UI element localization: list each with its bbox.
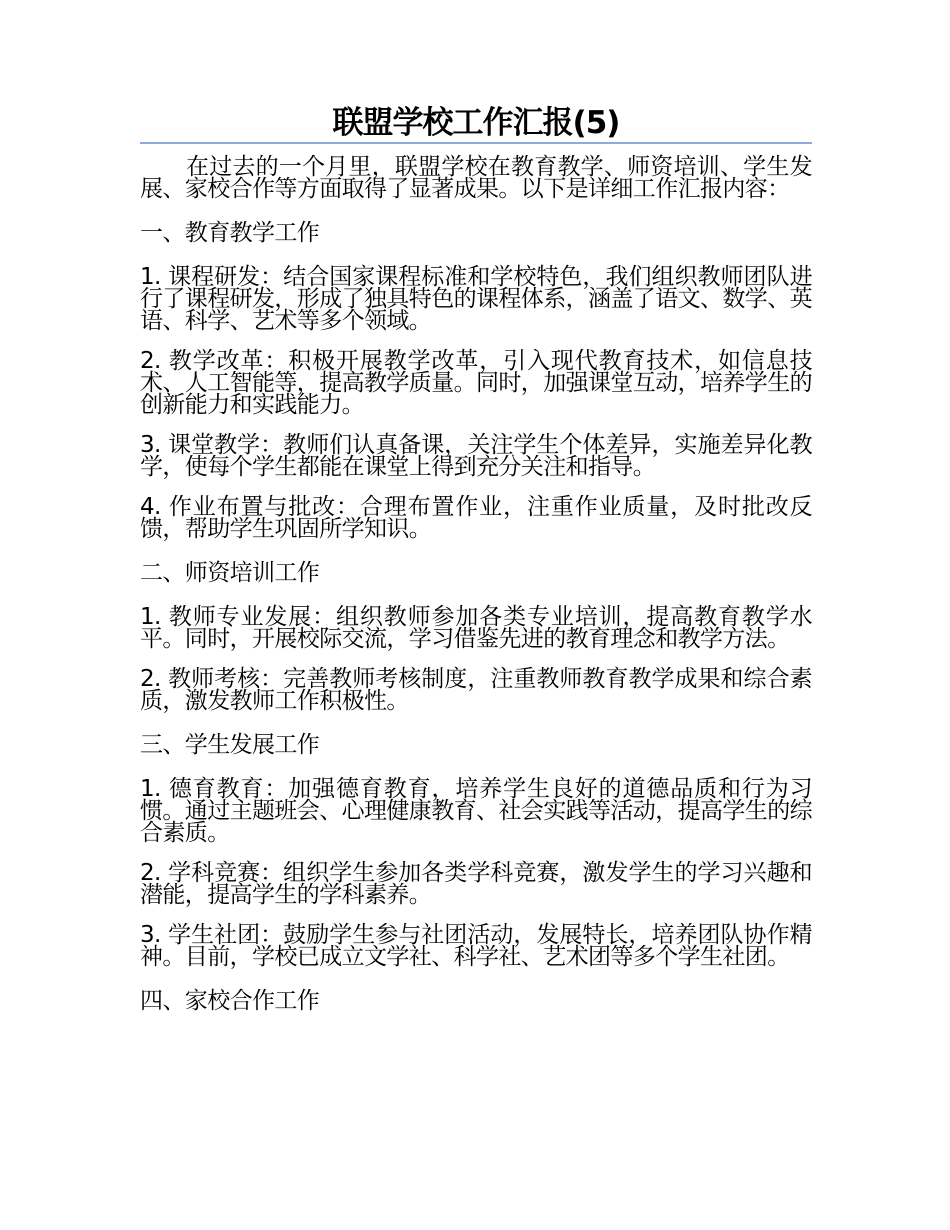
document-body (140, 156, 812, 1034)
document-title: 联盟学校工作汇报(5) (332, 105, 620, 141)
intro-paragraph: 在过去的一个月里，联盟学校在教育教学、师资培训、学生发展、家校合作等方面取得了显著成果。以下是详细工作汇报内容： (140, 154, 812, 202)
section-heading-training: 二、师资培训工作 (140, 560, 320, 586)
title-block (140, 104, 812, 144)
section-heading-teaching: 一、教育教学工作 (140, 220, 320, 246)
teaching-item-curriculum: 1. 课程研发：结合国家课程标准和学校特色，我们组织教师团队进行了课程研发，形成了独具特色的课程体系，涵盖了语文、数学、英语、科学、艺术等多个领域。 (140, 264, 813, 334)
students-item-clubs: 3. 学生社团：鼓励学生参与社团活动，发展特长，培养团队协作精神。目前，学校已成立文学社、科学社、艺术团等多个学生社团。 (140, 922, 812, 970)
section-heading-students: 三、学生发展工作 (140, 732, 320, 758)
training-item-development: 1. 教师专业发展：组织教师参加各类专业培训，提高教育教学水平。同时，开展校际交流，学习借鉴先进的教育理念和教学方法。 (140, 604, 812, 652)
students-item-competition: 2. 学科竞赛：组织学生参加各类学科竞赛，激发学生的学习兴趣和潜能，提高学生的学科素养。 (140, 860, 812, 908)
teaching-item-reform: 2. 教学改革：积极开展教学改革，引入现代教育技术，如信息技术、人工智能等，提高教学质量。同时，加强课堂互动，培养学生的创新能力和实践能力。 (140, 348, 813, 418)
students-item-moral: 1. 德育教育：加强德育教育，培养学生良好的道德品质和行为习惯。通过主题班会、心理健康教育、社会实践等活动，提高学生的综合素质。 (140, 776, 813, 846)
teaching-item-classroom: 3. 课堂教学：教师们认真备课，关注学生个体差异，实施差异化教学，使每个学生都能在课堂上得到充分关注和指导。 (140, 432, 812, 480)
teaching-item-homework: 4. 作业布置与批改：合理布置作业，注重作业质量，及时批改反馈，帮助学生巩固所学知识。 (140, 494, 812, 542)
training-item-assessment: 2. 教师考核：完善教师考核制度，注重教师教育教学成果和综合素质，激发教师工作积极性。 (140, 666, 812, 714)
section-heading-home-school: 四、家校合作工作 (140, 988, 320, 1014)
